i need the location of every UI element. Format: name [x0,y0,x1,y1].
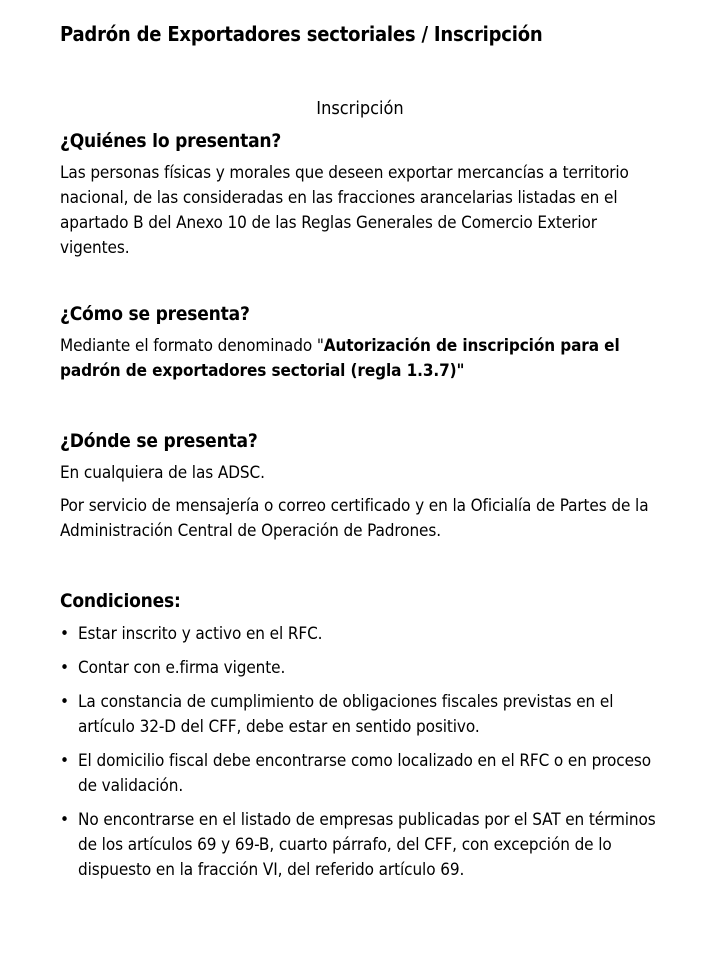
como-text [60,334,660,384]
condiciones-list [60,622,660,883]
condiciones-heading: Condiciones: [60,590,181,612]
page-title: Padrón de Exportadores sectoriales / Inscripción [60,22,543,46]
list-item-text: Estar inscrito y activo en el RFC. [78,624,323,644]
list-item-text: Contar con e.firma vigente. [78,658,286,678]
bullet-icon: • [60,692,69,712]
donde-text-2: Por servicio de mensajería o correo certificado y en la Oficialía de Partes de la Administración Central de Operación de Padrones. [60,496,649,541]
document-page [60,22,660,883]
list-item-text: La constancia de cumplimiento de obligaciones fiscales previstas en el artículo 32-D del CFF, debe estar en sentido positivo. [78,692,614,737]
bullet-icon: • [60,810,69,830]
bullet-icon: • [60,751,69,771]
list-item [60,622,660,647]
donde-text-1: En cualquiera de las ADSC. [60,463,265,483]
como-text-bold: Autorización de inscripción para el padrón de exportadores sectorial (regla 1.3.7)" [60,336,620,381]
list-item [60,749,660,799]
list-item-text: El domicilio fiscal debe encontrarse como localizado en el RFC o en proceso de validación. [78,751,652,796]
bullet-icon: • [60,624,69,644]
quienes-text: Las personas físicas y morales que deseen exportar mercancías a territorio nacional, de las consideradas en las fracciones arancelarias listadas en el apartado B del Anexo 10 de las Reglas Generales de Comercio Exterior vigentes. [60,163,629,258]
bullet-icon: • [60,658,69,678]
list-item [60,656,660,681]
section-subtitle: Inscripción [316,98,404,119]
como-text-prefix: Mediante el formato denominado " [60,336,324,356]
como-heading: ¿Cómo se presenta? [60,303,250,325]
list-item-text: No encontrarse en el listado de empresas publicadas por el SAT en términos de los artículos 69 y 69-B, cuarto párrafo, del CFF, con excepción de lo dispuesto en la fracción VI, del referido artículo 69. [78,810,656,880]
donde-heading: ¿Dónde se presenta? [60,430,258,452]
list-item [60,808,660,883]
list-item [60,690,660,740]
quienes-heading: ¿Quiénes lo presentan? [60,130,282,152]
